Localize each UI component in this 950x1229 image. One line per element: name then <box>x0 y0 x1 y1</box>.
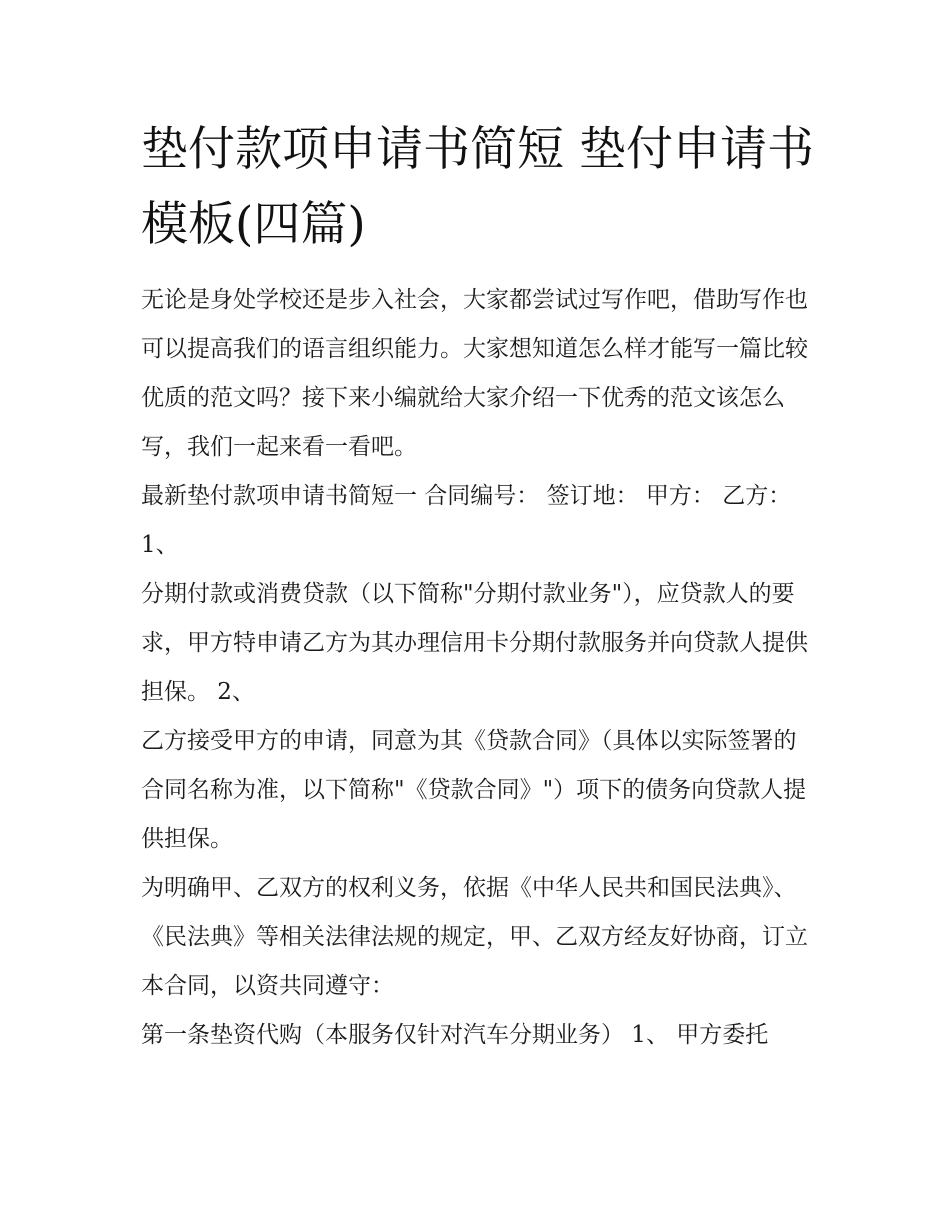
paragraph-installment: 分期付款或消费贷款（以下简称"分期付款业务"），应贷款人的要求，甲方特申请乙方为其办理信用卡分期付款服务并向贷款人提供担保。 2、 <box>141 581 808 705</box>
document-title: 垫付款项申请书简短 垫付申请书模板(四篇) <box>141 122 814 252</box>
paragraph-legal-basis: 为明确甲、乙双方的权利义务，依据《中华人民共和国民法典》、《民法典》等相关法律法规的规定，甲、乙双方经友好协商，订立本合同，以资共同遵守： <box>141 875 808 999</box>
paragraph-article-one: 第一条垫资代购（本服务仅针对汽车分期业务） 1、 甲方委托 <box>141 1022 769 1048</box>
document-body <box>141 276 821 1060</box>
paragraph-contract-header: 最新垫付款项申请书简短一 合同编号： 签订地： 甲方： 乙方： 1、 <box>141 483 792 558</box>
paragraph-guarantee: 乙方接受甲方的申请，同意为其《贷款合同》（具体以实际签署的 合同名称为准，以下简称"《贷款合同》"）项下的债务向贷款人提供担保。 <box>141 728 807 852</box>
paragraph-intro: 无论是身处学校还是步入社会，大家都尝试过写作吧，借助写作也可以提高我们的语言组织能力。大家想知道怎么样才能写一篇比较优质的范文吗？接下来小编就给大家介绍一下优秀的范文该怎么写，我们一起来看一看吧。 <box>141 287 808 460</box>
